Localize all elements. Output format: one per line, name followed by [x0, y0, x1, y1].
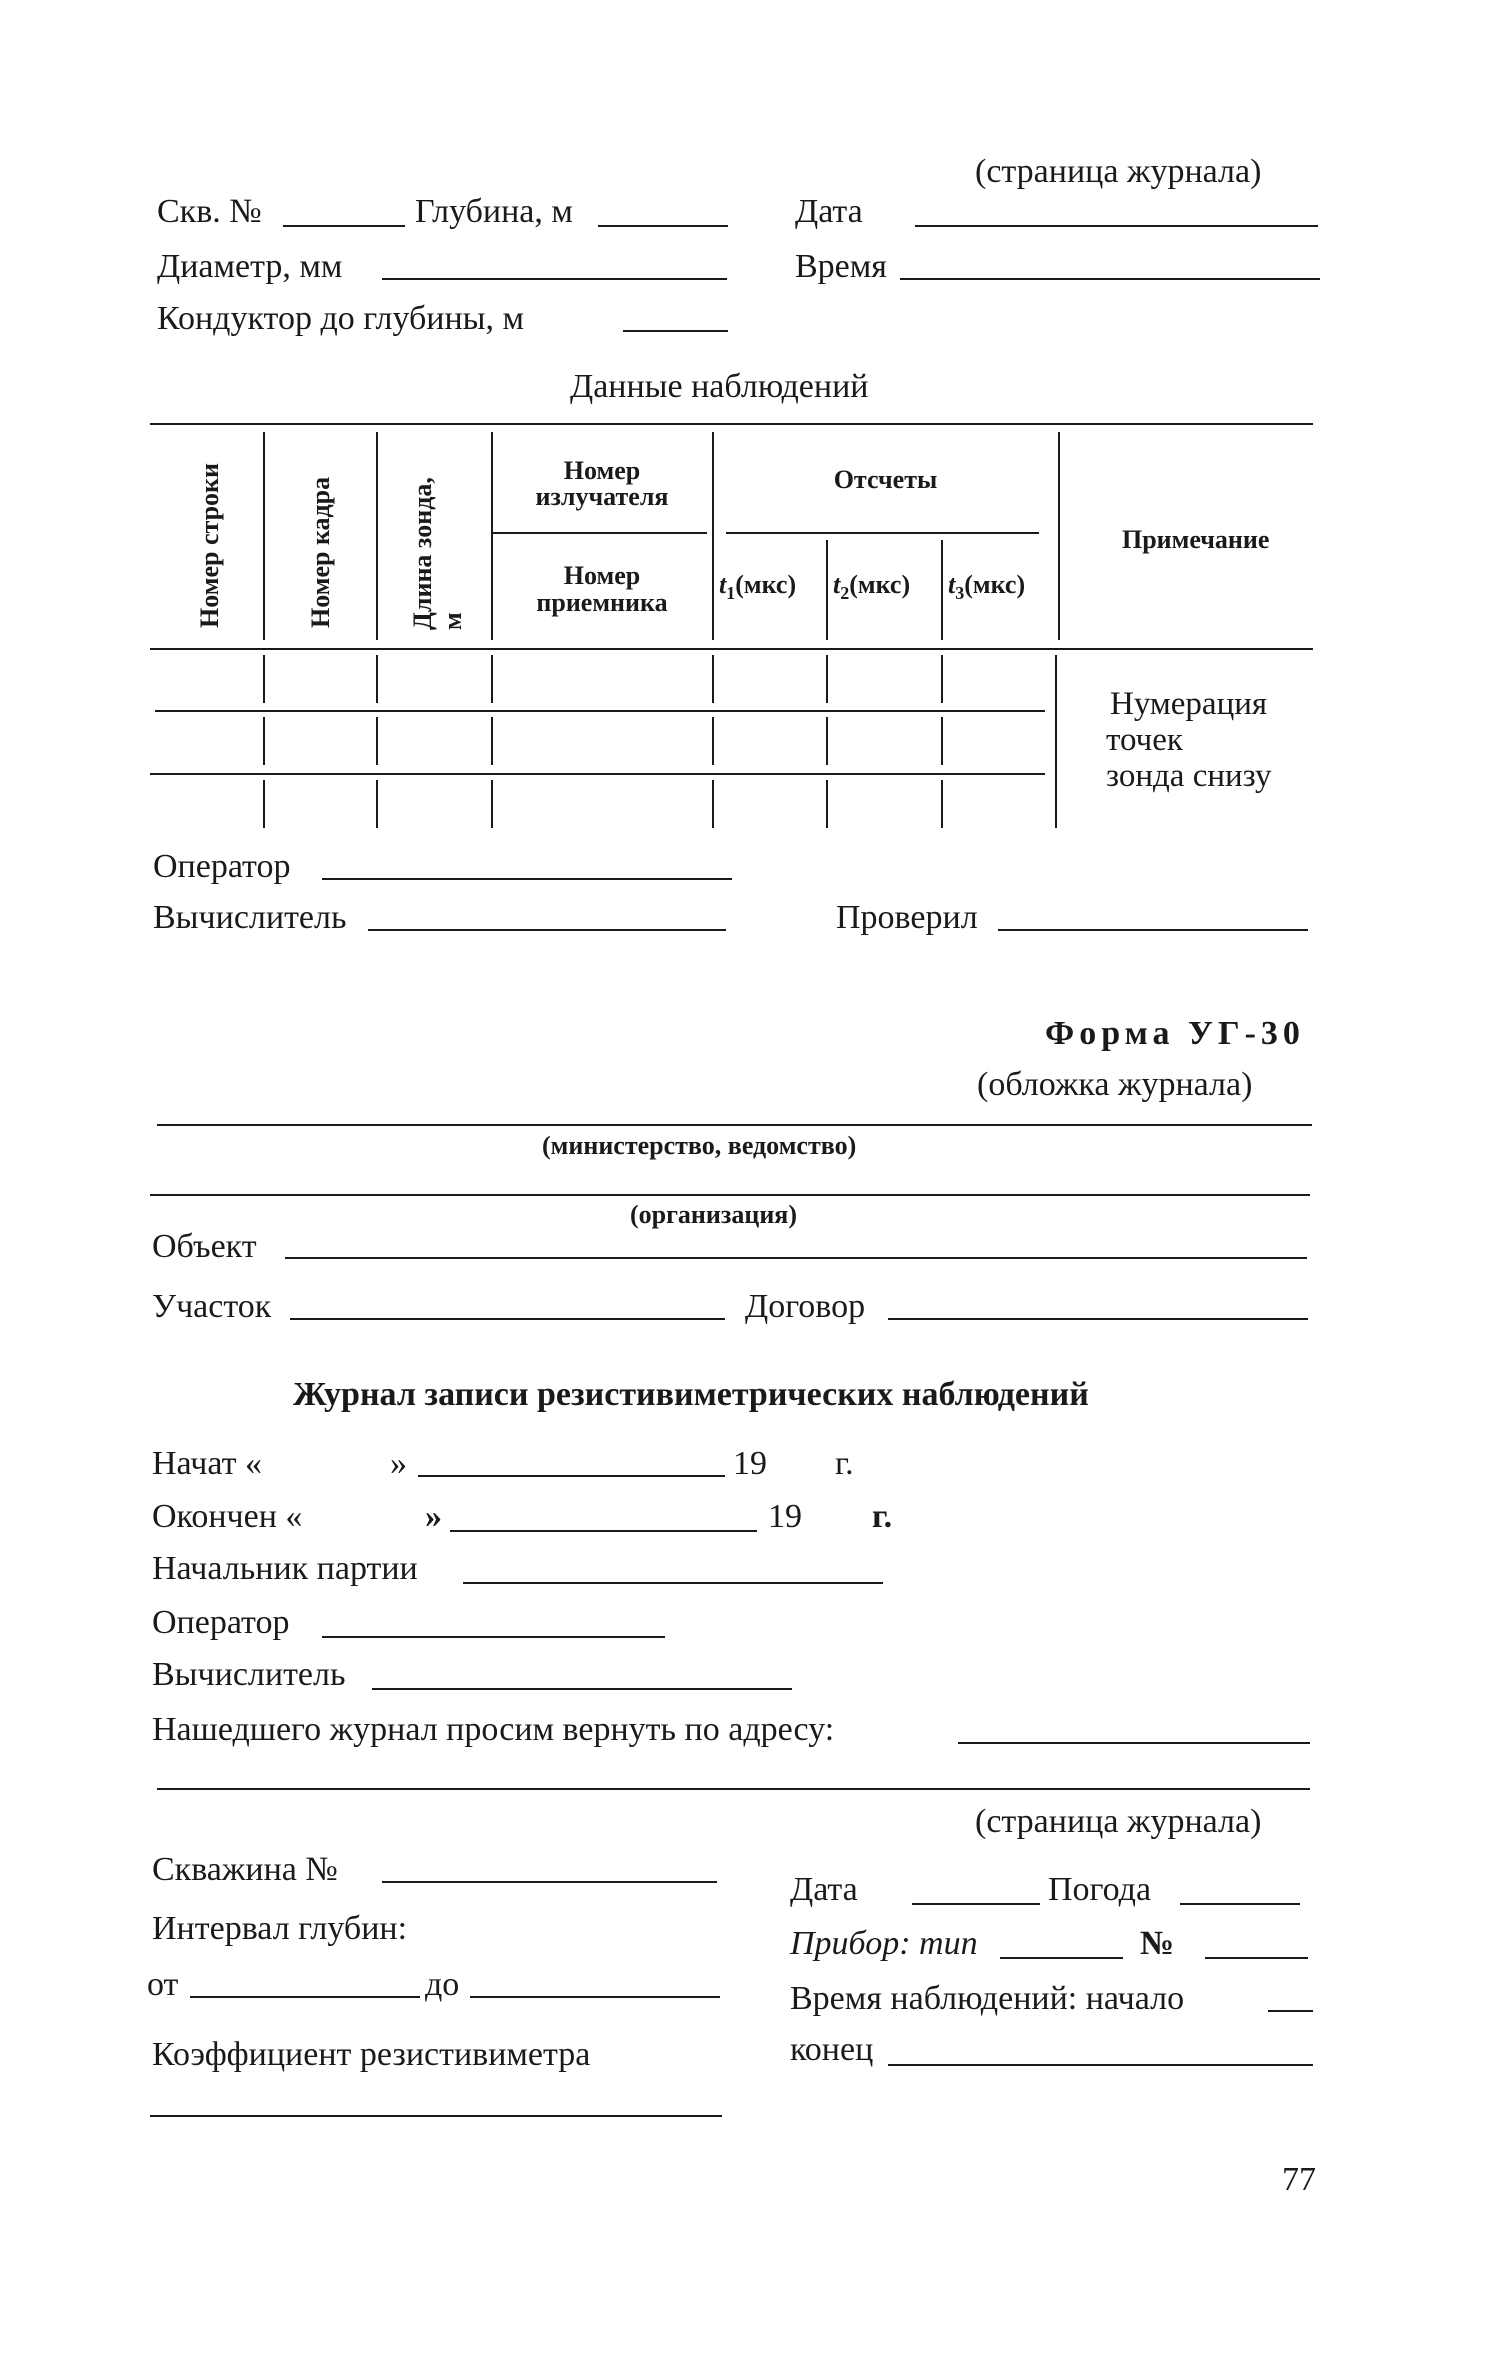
device-no-label: № — [1140, 1925, 1175, 1962]
page-caption: (страница журнала) — [975, 153, 1262, 190]
time-field[interactable] — [900, 278, 1320, 280]
form-title: Форма УГ-30 — [1045, 1015, 1305, 1052]
well-number-field[interactable] — [382, 1881, 717, 1883]
table-row-border — [155, 710, 1045, 712]
organization-caption: (организация) — [630, 1200, 798, 1229]
to-label: до — [425, 1966, 460, 2003]
col-divider — [826, 540, 828, 640]
col-divider — [263, 655, 265, 703]
started-label: Начат « — [152, 1445, 262, 1482]
table-title: Данные наблюдений — [570, 368, 869, 405]
col-divider — [1058, 432, 1060, 640]
ended-label: Окончен « — [152, 1498, 303, 1535]
header-divider-emitter — [492, 532, 707, 534]
col-divider — [941, 780, 943, 828]
contract-field[interactable] — [888, 1318, 1308, 1320]
calculator-label: Вычислитель — [153, 899, 347, 936]
depth-field[interactable] — [598, 225, 728, 227]
well-field[interactable] — [283, 225, 405, 227]
col-probe-length-unit: м — [438, 612, 467, 630]
device-type-field[interactable] — [1000, 1957, 1123, 1959]
diameter-label: Диаметр, мм — [157, 248, 343, 285]
party-chief-field[interactable] — [463, 1582, 883, 1584]
started-field[interactable] — [418, 1475, 725, 1477]
col-readings: Отсчеты — [833, 465, 938, 494]
col-receiver-2: приемника — [536, 588, 668, 617]
col-divider — [263, 780, 265, 828]
calculator2-label: Вычислитель — [152, 1656, 346, 1693]
col-note: Примечание — [1122, 525, 1270, 554]
well-label: Скв. № — [157, 193, 262, 230]
col-receiver: Номер — [563, 561, 641, 590]
cover-caption: (обложка журнала) — [977, 1066, 1253, 1103]
from-field[interactable] — [190, 1996, 420, 1998]
ministry-field[interactable] — [157, 1124, 1312, 1126]
col-t1: $t_1(мкс)$ — [719, 570, 797, 604]
organization-field[interactable] — [150, 1194, 1310, 1196]
date-field[interactable] — [915, 225, 1318, 227]
page-caption-2: (страница журнала) — [975, 1803, 1262, 1840]
device-no-field[interactable] — [1205, 1957, 1308, 1959]
date-label: Дата — [795, 193, 863, 230]
checked-label: Проверил — [836, 899, 978, 936]
operator2-field[interactable] — [322, 1636, 665, 1638]
col-t2: $t_2(мкс)$ — [833, 570, 911, 604]
object-field[interactable] — [285, 1257, 1307, 1259]
col-divider — [263, 717, 265, 765]
col-t3: $t_3(мкс)$ — [948, 570, 1026, 604]
coef-label: Коэффициент резистивиметра — [152, 2036, 591, 2073]
ended-field[interactable] — [450, 1530, 757, 1532]
object-label: Объект — [152, 1228, 257, 1265]
note-text-1: Нумерация — [1110, 686, 1268, 722]
col-divider — [712, 432, 714, 640]
col-emitter-2: излучателя — [535, 482, 669, 511]
col-divider — [826, 717, 828, 765]
operator2-label: Оператор — [152, 1604, 290, 1641]
table-row-border — [150, 773, 1045, 775]
to-field[interactable] — [470, 1996, 720, 1998]
col-divider — [1055, 655, 1057, 828]
calculator2-field[interactable] — [372, 1688, 792, 1690]
obs-time-label: Время наблюдений: начало — [790, 1980, 1185, 2017]
table-top-border — [150, 423, 1313, 425]
col-divider — [491, 655, 493, 703]
col-divider — [826, 655, 828, 703]
operator-field[interactable] — [322, 878, 732, 880]
started-year: 19 — [733, 1445, 767, 1482]
col-divider — [491, 780, 493, 828]
col-emitter: Номер — [563, 456, 641, 485]
operator-label: Оператор — [153, 848, 291, 885]
col-row-number: Номер строки — [195, 463, 224, 628]
return-address-field-2[interactable] — [157, 1788, 1310, 1790]
col-divider — [491, 717, 493, 765]
header-divider-readings — [726, 532, 1039, 534]
ministry-caption: (министерство, ведомство) — [542, 1131, 857, 1160]
col-frame-number: Номер кадра — [306, 476, 335, 628]
col-divider — [376, 780, 378, 828]
col-divider — [712, 655, 714, 703]
weather-field[interactable] — [1180, 1903, 1300, 1905]
return-label: Нашедшего журнал просим вернуть по адресу: — [152, 1711, 835, 1748]
col-divider — [712, 717, 714, 765]
col-divider — [263, 432, 265, 640]
col-divider — [941, 655, 943, 703]
date2-label: Дата — [790, 1871, 858, 1908]
col-divider — [376, 655, 378, 703]
col-divider — [826, 780, 828, 828]
col-divider — [941, 540, 943, 640]
conductor-label: Кондуктор до глубины, м — [157, 300, 525, 337]
return-address-field[interactable] — [958, 1742, 1310, 1744]
depth-label: Глубина, м — [415, 193, 573, 230]
col-divider — [376, 432, 378, 640]
ended-year: 19 — [768, 1498, 802, 1535]
time-label: Время — [795, 248, 887, 285]
col-divider — [712, 780, 714, 828]
table-header-border — [150, 648, 1313, 650]
section-field[interactable] — [290, 1318, 725, 1320]
checked-field[interactable] — [998, 929, 1308, 931]
obs-start-field[interactable] — [1268, 2010, 1313, 2012]
conductor-field[interactable] — [623, 330, 728, 332]
col-probe-length: Длина зонда, — [408, 477, 437, 630]
section-label: Участок — [152, 1288, 272, 1325]
diameter-field[interactable] — [382, 278, 727, 280]
col-divider — [376, 717, 378, 765]
page-number: 77 — [1282, 2161, 1316, 2198]
contract-label: Договор — [745, 1288, 866, 1325]
well-number-label: Скважина № — [152, 1851, 338, 1888]
started-close: » — [390, 1445, 407, 1482]
obs-end-field[interactable] — [888, 2064, 1313, 2066]
ended-g: г. — [872, 1498, 893, 1535]
depth-interval-label: Интервал глубин: — [152, 1910, 408, 1947]
note-text-2: точек — [1106, 722, 1183, 758]
calculator-field[interactable] — [368, 929, 726, 931]
end-label: конец — [790, 2031, 874, 2068]
started-g: г. — [835, 1445, 854, 1482]
note-text-3: зонда снизу — [1106, 758, 1272, 794]
from-label: от — [147, 1966, 179, 2003]
date2-field[interactable] — [912, 1903, 1040, 1905]
coef-field[interactable] — [150, 2115, 722, 2117]
journal-title: Журнал записи резистивиметрических наблюдений — [293, 1376, 1089, 1413]
col-divider — [941, 717, 943, 765]
ended-close: » — [425, 1498, 442, 1535]
device-label: Прибор: тип — [790, 1925, 978, 1962]
party-chief-label: Начальник партии — [152, 1550, 418, 1587]
weather-label: Погода — [1048, 1871, 1152, 1908]
